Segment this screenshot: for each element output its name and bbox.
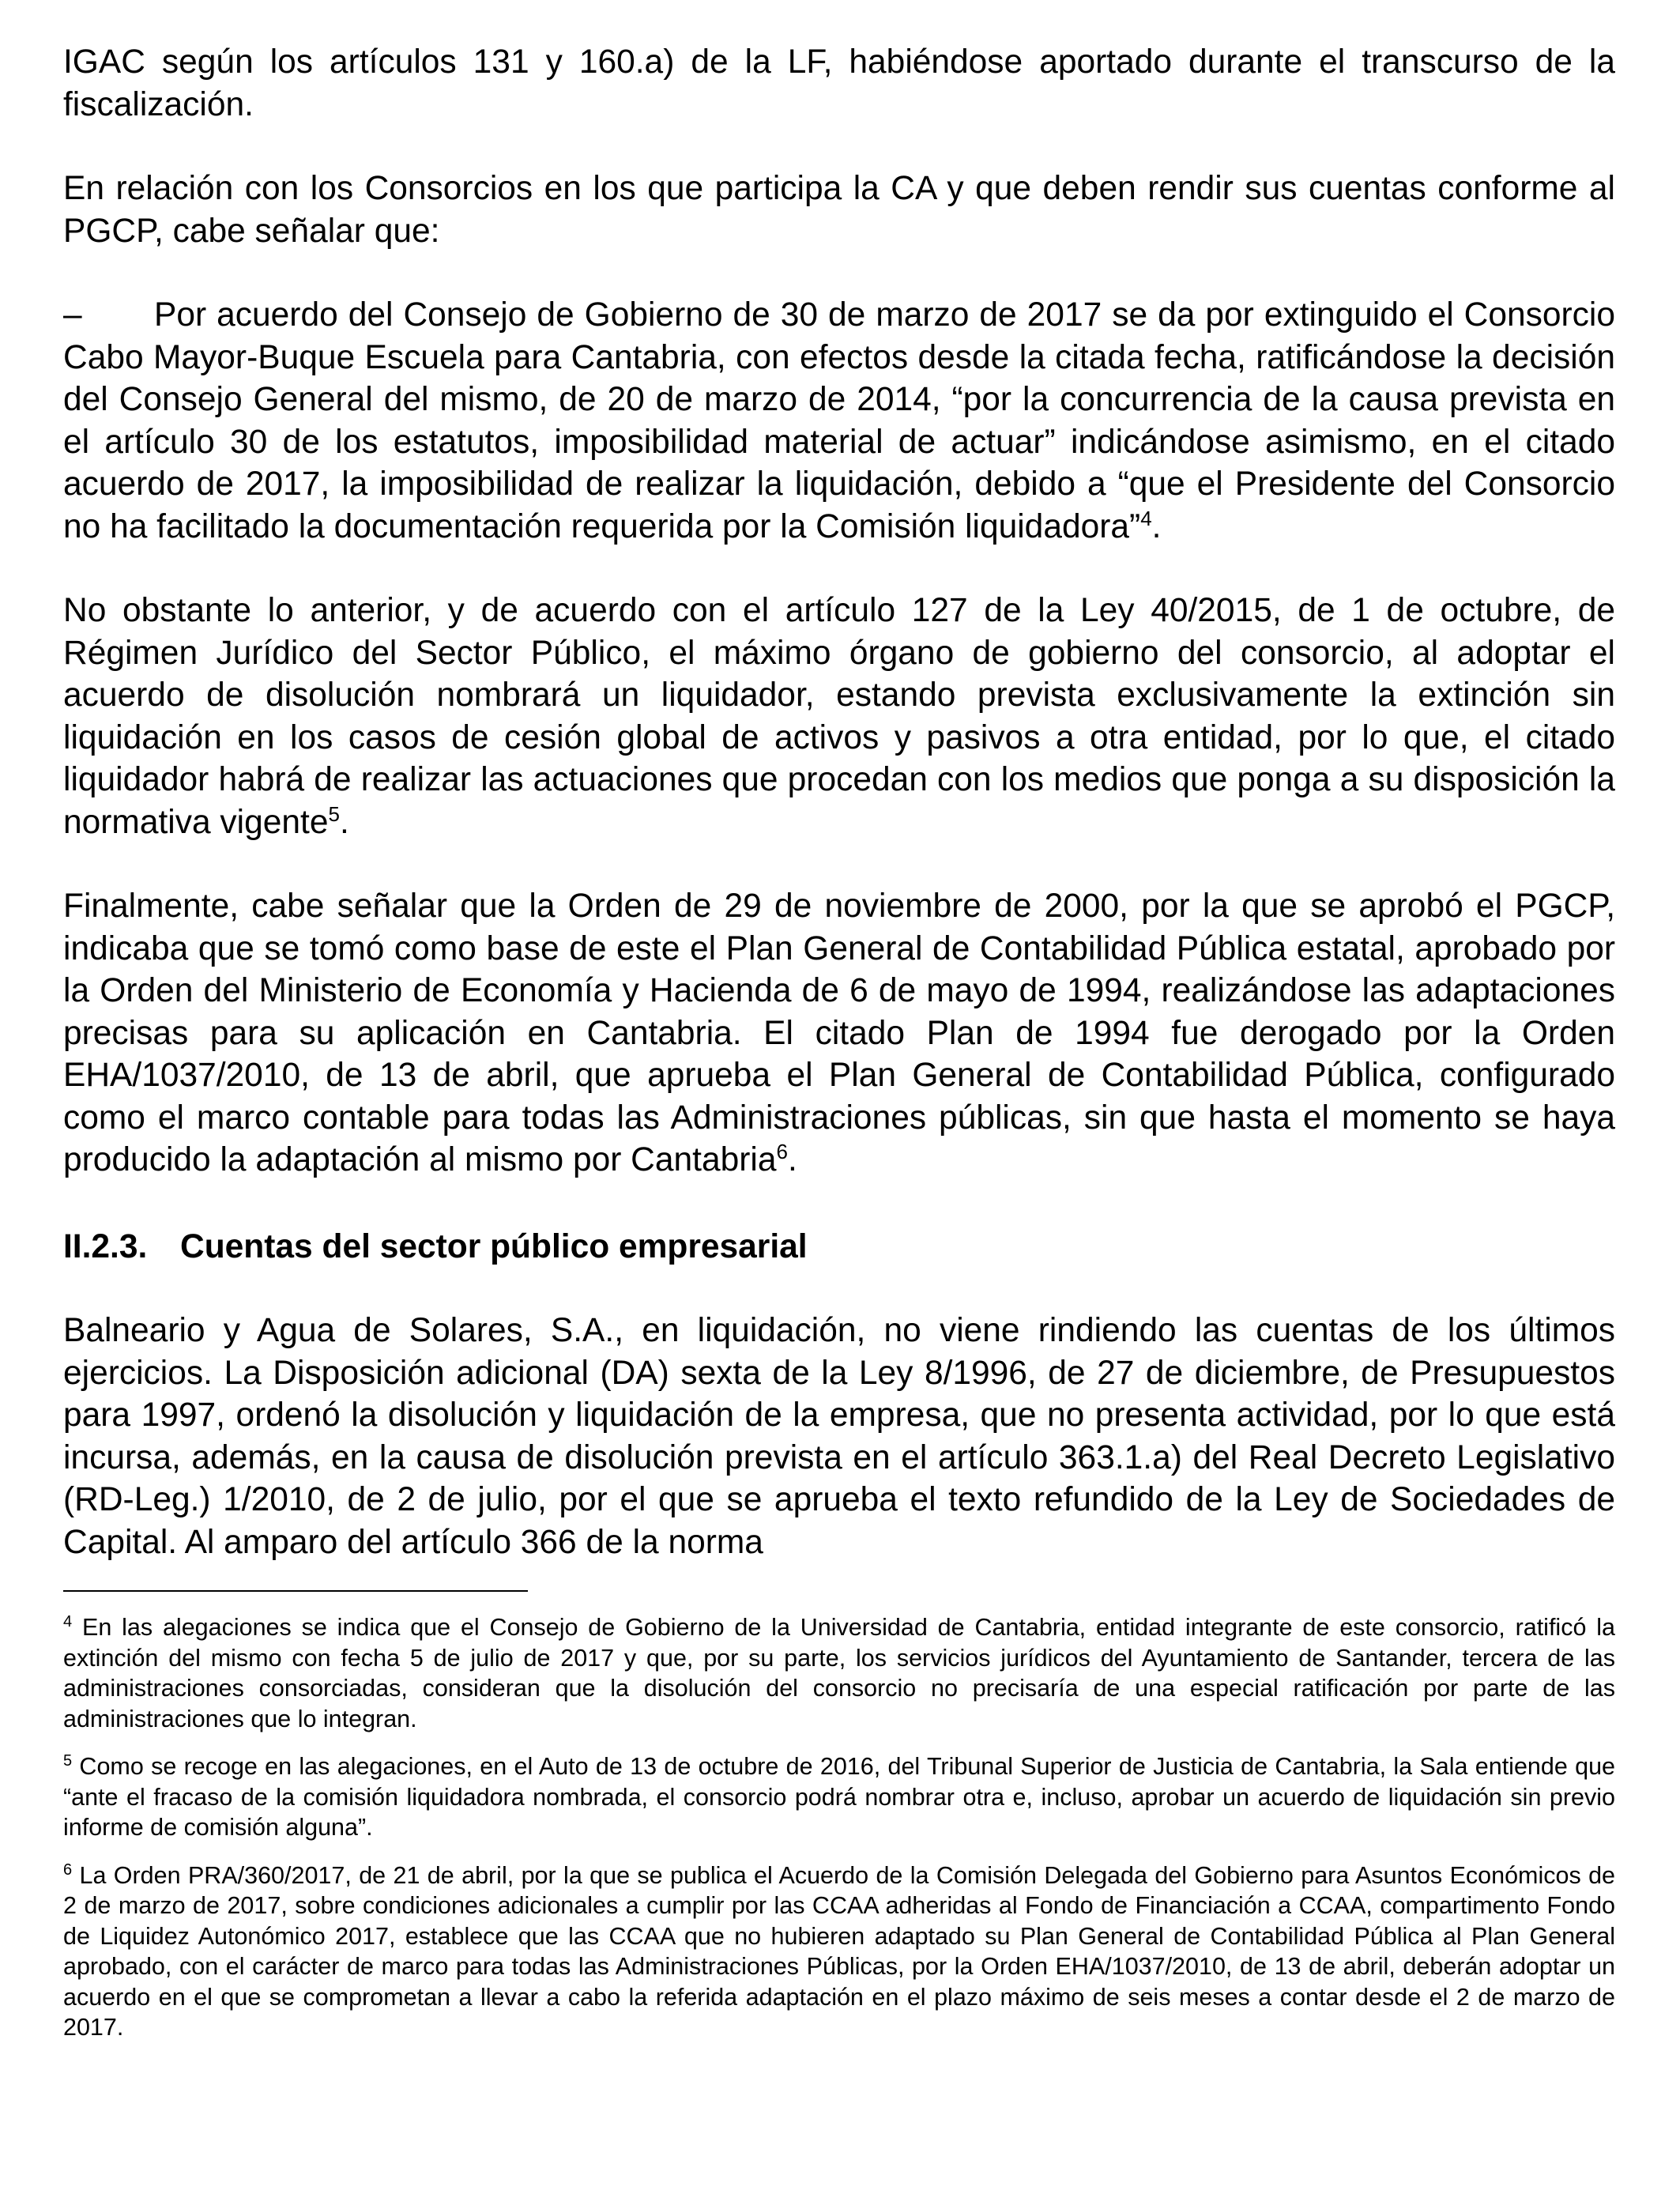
document-page xyxy=(63,41,1615,2043)
paragraph-consorcios xyxy=(63,168,1615,252)
list-item-text: Por acuerdo del Consejo de Gobierno de 30 de marzo de 2017 se da por extinguido el Consorcio Cabo Mayor-Buque Escuela para Cantabria, con efectos desde la citada fecha, ratificándose la decisión del Consejo General del mismo, de 20 de marzo de 2014, “por la concurrencia de la causa prevista en el artículo 30 de los estatutos, imposibilidad material de actuar” indicándose asimismo, en el citado acuerdo de 2017, la imposibilidad de realizar la liquidación, debido a “que el Presidente del Consorcio no ha facilitado la documentación requerida por la Comisión liquidadora” xyxy=(63,296,1615,545)
paragraph-finalmente-text: Finalmente, cabe señalar que la Orden de 29 de noviembre de 2000, por la que se aprobó el PGCP, indicaba que se tomó como base de este el Plan General de Contabilidad Pública estatal, aprobado por la Orden del Ministerio de Economía y Hacienda de 6 de mayo de 1994, realizándose las adaptaciones precisas para su aplicación en Cantabria. El citado Plan de 1994 fue derogado por la Orden EHA/1037/2010, de 13 de abril, que aprueba el Plan General de Contabilidad Pública, configurado como el marco contable para todas las Administraciones públicas, sin que hasta el momento se haya producido la adaptación al mismo por Cantabria xyxy=(63,888,1615,1178)
footnote-4 xyxy=(63,1612,1615,1734)
paragraph-consorcios-text: En relación con los Consorcios en los que participa la CA y que deben rendir sus cuentas conforme al PGCP, cabe señalar que: xyxy=(63,170,1615,250)
paragraph-no-obstante xyxy=(63,590,1615,843)
footnote-ref-5[interactable]: 5 xyxy=(328,801,340,826)
footnote-text: En las alegaciones se indica que el Consejo de Gobierno de la Universidad de Cantabria, entidad integrante de este consorcio, ratificó la extinción del mismo con fecha 5 de julio de 2017 y que, por su parte, los servicios jurídicos del Ayuntamiento de Santander, tercera de las administraciones consorciadas, consideran que la disolución del consorcio no precisaría de una especial ratificación por parte de las administraciones que lo integran. xyxy=(63,1614,1615,1732)
section-number: II.2.3. xyxy=(63,1227,148,1265)
section-heading xyxy=(63,1226,1615,1269)
section-title: Cuentas del sector público empresarial xyxy=(180,1227,808,1265)
footnote-ref-4[interactable]: 4 xyxy=(1140,506,1152,530)
footnote-ref-6[interactable]: 6 xyxy=(776,1139,788,1163)
list-item-end: . xyxy=(1151,507,1162,545)
document-body xyxy=(63,41,1615,1563)
paragraph-no-obstante-text: No obstante lo anterior, y de acuerdo con el artículo 127 de la Ley 40/2015, de 1 de octubre, de Régimen Jurídico del Sector Público, el máximo órgano de gobierno del consorcio, al adoptar el acuerdo de disolución nombrará un liquidador, estando prevista exclusivamente la extinción sin liquidación en los casos de cesión global de activos y pasivos a otra entidad, por lo que, el citado liquidador habrá de realizar las actuaciones que procedan con los medios que ponga a su disposición la normativa vigente xyxy=(63,592,1615,841)
footnote-number: 4 xyxy=(63,1612,73,1630)
footnotes xyxy=(63,1612,1615,2043)
paragraph-finalmente xyxy=(63,885,1615,1182)
footnote-6 xyxy=(63,1860,1615,2043)
footnote-number: 6 xyxy=(63,1860,73,1879)
list-item-consorcio-cabo-mayor xyxy=(63,294,1615,548)
footnote-separator xyxy=(63,1590,528,1592)
paragraph-finalmente-end: . xyxy=(787,1141,797,1178)
paragraph-balneario-text: Balneario y Agua de Solares, S.A., en liquidación, no viene rindiendo las cuentas de los últimos ejercicios. La Disposición adicional (DA) sexta de la Ley 8/1996, de 27 de diciembre, de Presupuestos para 1997, ordenó la disolución y liquidación de la empresa, que no presenta actividad, por lo que está incursa, además, en la causa de disolución prevista en el artículo 363.1.a) del Real Decreto Legislativo (RD-Leg.) 1/2010, de 2 de julio, por el que se aprueba el texto refundido de la Ley de Sociedades de Capital. Al amparo del artículo 366 de la norma xyxy=(63,1312,1615,1561)
paragraph-balneario xyxy=(63,1310,1615,1563)
paragraph-no-obstante-end: . xyxy=(339,803,349,841)
footnote-number: 5 xyxy=(63,1751,73,1770)
paragraph-igac-text: IGAC según los artículos 131 y 160.a) de la LF, habiéndose aportado durante el transcurso de la fiscalización. xyxy=(63,43,1615,123)
footnote-text: Como se recoge en las alegaciones, en el Auto de 13 de octubre de 2016, del Tribunal Superior de Justicia de Cantabria, la Sala entiende que “ante el fracaso de la comisión liquidadora nombrada, el consorcio podrá nombrar otra e, incluso, aprobar un acuerdo de liquidación sin previo informe de comisión alguna”. xyxy=(63,1753,1615,1841)
footnote-text: La Orden PRA/360/2017, de 21 de abril, por la que se publica el Acuerdo de la Comisión Delegada del Gobierno para Asuntos Económicos de 2 de marzo de 2017, sobre condiciones adicionales a cumplir por las CCAA adheridas al Fondo de Financiación a CCAA, compartimento Fondo de Liquidez Autonómico 2017, establece que las CCAA que no hubieren adaptado su Plan General de Contabilidad Pública al Plan General aprobado, con el carácter de marco para todas las Administraciones Públicas, por la Orden EHA/1037/2010, de 13 de abril, deberán adoptar un acuerdo en el que se comprometan a llevar a cabo la referida adaptación en el plazo máximo de seis meses a contar desde el 2 de marzo de 2017. xyxy=(63,1861,1615,2041)
footnote-5 xyxy=(63,1751,1615,1843)
list-dash: – xyxy=(63,296,82,334)
paragraph-igac xyxy=(63,41,1615,126)
